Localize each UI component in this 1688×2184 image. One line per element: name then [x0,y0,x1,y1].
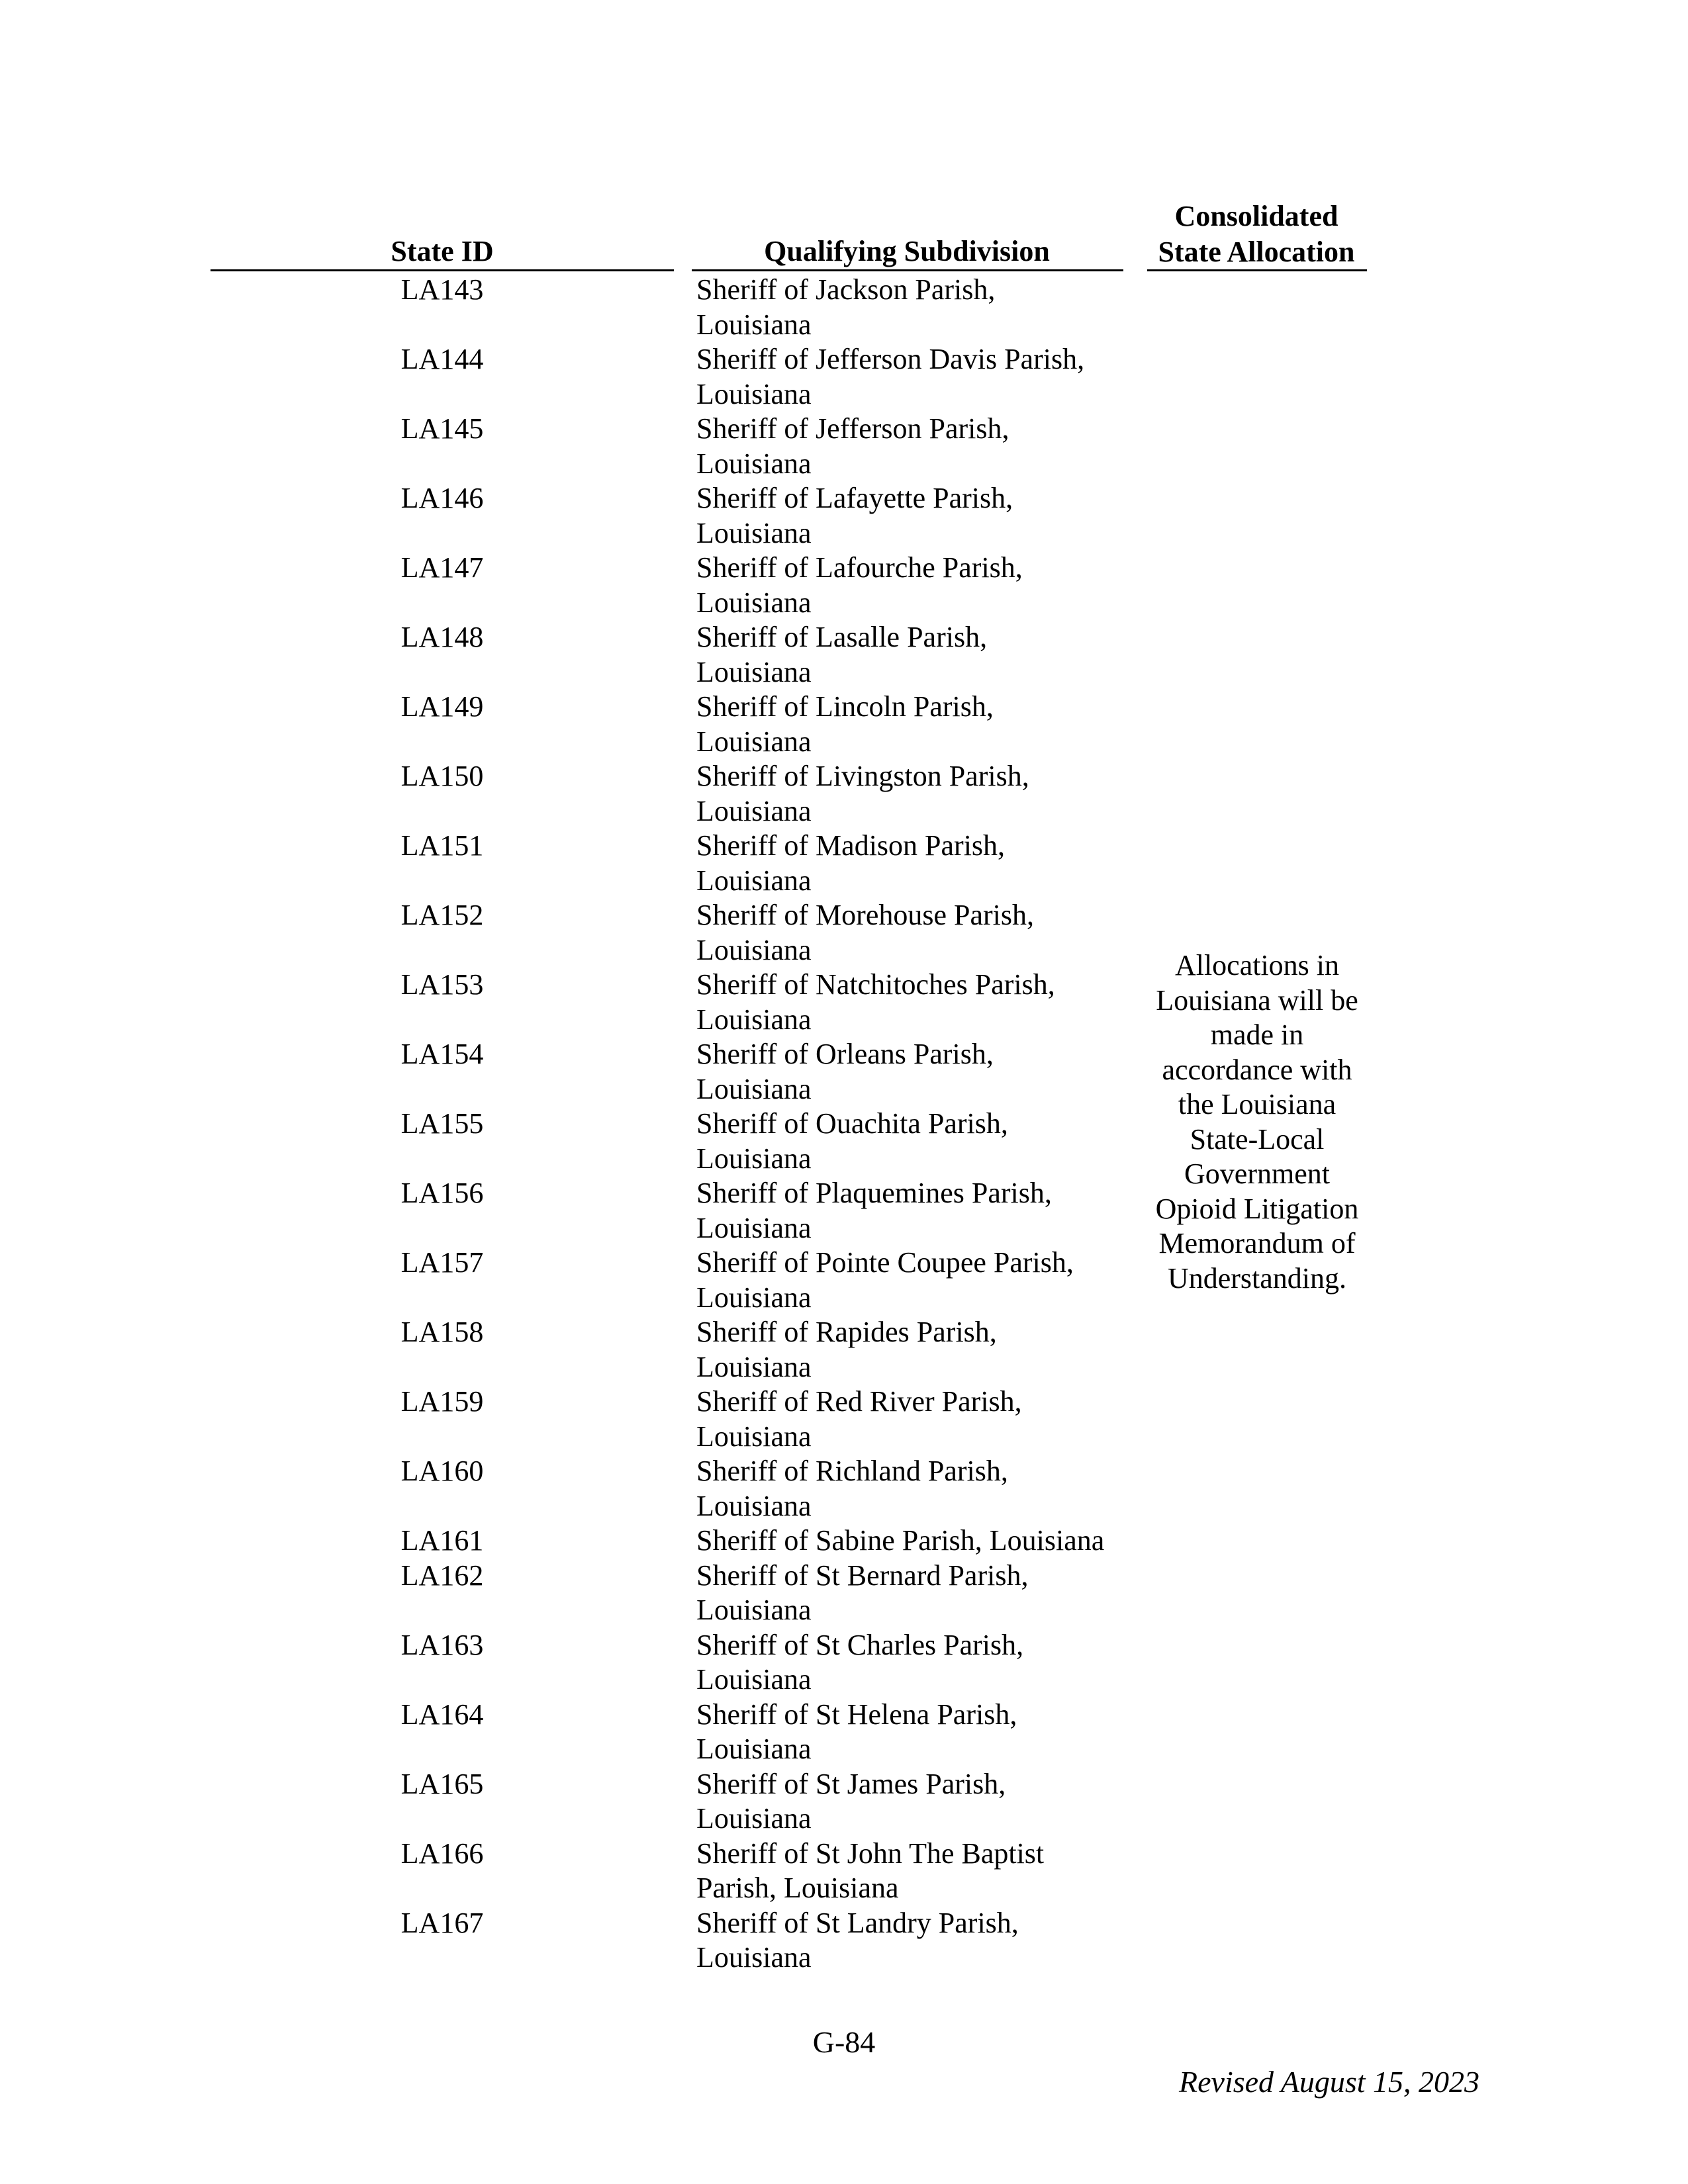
allocation-note-line: Opioid Litigation [1155,1192,1359,1225]
allocation-note-line: Allocations in [1174,949,1340,981]
subdivision-name-line: Sheriff of Ouachita Parish, [696,1107,1008,1140]
state-id-cell: LA167 [400,1906,484,1939]
state-id-cell: LA154 [400,1038,484,1070]
state-id-cell: LA158 [400,1316,484,1348]
qualifying-subdivision-cell [696,759,1127,829]
subdivision-name-line: Sheriff of St James Parish, [696,1767,1006,1800]
subdivision-name-line: Louisiana [696,308,812,341]
state-id-cell: LA146 [400,482,484,514]
subdivision-name-line: Sheriff of Sabine Parish, Louisiana [696,1524,1105,1557]
subdivision-name-line: Sheriff of Jefferson Parish, [696,412,1009,445]
table-row [0,1037,1688,1107]
qualifying-subdivision-cell [696,1176,1127,1246]
qualifying-subdivision-cell [696,342,1127,412]
qualifying-subdivision-cell [696,1246,1127,1315]
allocation-note-line: accordance with [1162,1053,1352,1086]
subdivision-name-line: Sheriff of Livingston Parish, [696,760,1029,792]
subdivision-name-line: Louisiana [696,516,812,549]
header-underline-state-id [211,269,674,271]
header-underline-consolidated-state-allocation [1147,269,1367,271]
table-row [0,1524,1688,1559]
state-id-cell: LA160 [400,1455,484,1487]
table-row [0,1454,1688,1524]
table-row [0,1559,1688,1628]
state-id-cell: LA165 [400,1767,484,1800]
qualifying-subdivision-cell [696,273,1127,342]
table-row [0,1176,1688,1246]
subdivision-name-line: Louisiana [696,655,812,688]
allocation-note-line: Understanding. [1167,1261,1347,1295]
state-id-cell: LA164 [400,1698,484,1731]
qualifying-subdivision-cell [696,1559,1127,1628]
subdivision-name-line: Sheriff of Orleans Parish, [696,1038,994,1070]
state-id-cell: LA148 [400,621,484,653]
column-header-state-id: State ID [391,235,494,267]
state-id-cell: LA153 [400,968,484,1001]
qualifying-subdivision-cell [696,1906,1127,1976]
subdivision-name-line: Louisiana [696,1489,812,1522]
subdivision-name-line: Louisiana [696,1941,812,1974]
table-row [0,690,1688,759]
state-id-cell: LA166 [400,1837,484,1870]
subdivision-name-line: Louisiana [696,864,812,897]
subdivision-name-line: Louisiana [696,1350,812,1383]
subdivision-name-line: Parish, Louisiana [696,1872,899,1904]
qualifying-subdivision-cell [696,1107,1127,1176]
subdivision-name-line: Sheriff of Madison Parish, [696,829,1006,862]
state-id-cell: LA161 [400,1524,484,1557]
subdivision-name-line: Louisiana [696,1211,812,1244]
page-number: G-84 [812,2025,876,2059]
qualifying-subdivision-cell [696,551,1127,620]
state-id-cell: LA157 [400,1246,484,1279]
subdivision-name-line: Louisiana [696,1802,812,1835]
allocation-note-line: Government [1184,1158,1330,1190]
qualifying-subdivision-cell [696,898,1127,968]
column-header-qualifying-subdivision: Qualifying Subdivision [764,235,1050,267]
qualifying-subdivision-cell [696,690,1127,759]
subdivision-name-line: Louisiana [696,1281,812,1314]
table-row [0,412,1688,481]
allocation-note [1147,948,1367,1296]
subdivision-name-line: Sheriff of St Helena Parish, [696,1698,1017,1731]
qualifying-subdivision-cell [696,620,1127,690]
table-row [0,273,1688,342]
qualifying-subdivision-cell [696,1767,1127,1837]
subdivision-name-line: Sheriff of St John The Baptist [696,1837,1045,1870]
header-underline-qualifying-subdivision [692,269,1123,271]
table-row [0,1385,1688,1454]
column-header-consolidated-line1: Consolidated [1174,200,1338,232]
subdivision-name-line: Sheriff of Jackson Parish, [696,273,996,306]
subdivision-name-line: Sheriff of Pointe Coupee Parish, [696,1246,1074,1279]
subdivision-name-line: Sheriff of Morehouse Parish, [696,899,1034,931]
qualifying-subdivision-cell [696,1837,1127,1906]
subdivision-name-line: Louisiana [696,1663,812,1696]
subdivision-name-line: Sheriff of St Bernard Parish, [696,1559,1029,1592]
subdivision-name-line: Louisiana [696,1072,812,1105]
qualifying-subdivision-cell [696,1037,1127,1107]
subdivision-name-line: Sheriff of Richland Parish, [696,1455,1008,1487]
state-id-cell: LA147 [400,551,484,584]
state-id-cell: LA159 [400,1385,484,1418]
table-row [0,481,1688,551]
state-id-cell: LA151 [400,829,484,862]
subdivision-name-line: Louisiana [696,794,812,827]
subdivision-name-line: Louisiana [696,1420,812,1453]
qualifying-subdivision-cell [696,1524,1127,1559]
subdivision-name-line: Louisiana [696,1594,812,1626]
state-id-cell: LA149 [400,690,484,723]
table-row [0,1107,1688,1176]
subdivision-name-line: Sheriff of Rapides Parish, [696,1316,997,1348]
allocation-note-line: the Louisiana [1178,1088,1336,1120]
table-row [0,1246,1688,1315]
table-row [0,1628,1688,1698]
qualifying-subdivision-cell [696,829,1127,898]
qualifying-subdivision-cell [696,412,1127,481]
subdivision-name-line: Louisiana [696,1003,812,1036]
allocation-note-line: made in [1210,1019,1304,1051]
subdivision-name-line: Louisiana [696,377,812,410]
subdivision-name-line: Louisiana [696,586,812,619]
allocation-note-line: Memorandum of [1158,1227,1356,1259]
state-id-cell: LA152 [400,899,484,931]
subdivision-table-body [0,273,1688,1976]
table-row [0,342,1688,412]
subdivision-name-line: Sheriff of Red River Parish, [696,1385,1022,1418]
table-row [0,1698,1688,1767]
table-row [0,620,1688,690]
table-row [0,1315,1688,1385]
subdivision-name-line: Sheriff of Natchitoches Parish, [696,968,1055,1001]
subdivision-name-line: Louisiana [696,725,812,758]
qualifying-subdivision-cell [696,1698,1127,1767]
subdivision-name-line: Louisiana [696,933,812,966]
table-row [0,759,1688,829]
allocation-note-line: Louisiana will be [1156,983,1358,1017]
subdivision-name-line: Sheriff of Lasalle Parish, [696,621,988,653]
subdivision-name-line: Sheriff of Jefferson Davis Parish, [696,343,1085,375]
qualifying-subdivision-cell [696,1315,1127,1385]
table-row [0,1767,1688,1837]
state-id-cell: LA156 [400,1177,484,1209]
state-id-cell: LA155 [400,1107,484,1140]
state-id-cell: LA162 [400,1559,484,1592]
subdivision-name-line: Sheriff of St Charles Parish, [696,1628,1024,1661]
subdivision-name-line: Sheriff of Plaquemines Parish, [696,1177,1052,1209]
state-id-cell: LA150 [400,760,484,792]
column-header-consolidated-line2: State Allocation [1158,236,1355,268]
table-row [0,829,1688,898]
table-row [0,1906,1688,1976]
subdivision-name-line: Sheriff of Lafayette Parish, [696,482,1013,514]
subdivision-name-line: Louisiana [696,1142,812,1175]
revised-date: Revised August 15, 2023 [1179,2065,1479,2099]
qualifying-subdivision-cell [696,481,1127,551]
qualifying-subdivision-cell [696,1628,1127,1698]
allocation-note-line: State-Local [1190,1122,1325,1156]
table-row [0,898,1688,968]
state-id-cell: LA145 [400,412,484,445]
subdivision-name-line: Sheriff of Lincoln Parish, [696,690,994,723]
state-id-cell: LA143 [400,273,484,306]
state-id-cell: LA144 [400,343,484,375]
state-id-cell: LA163 [400,1628,484,1661]
subdivision-name-line: Sheriff of St Landry Parish, [696,1906,1019,1939]
column-header-consolidated-state-allocation [1147,199,1366,270]
subdivision-name-line: Louisiana [696,1733,812,1765]
subdivision-name-line: Sheriff of Lafourche Parish, [696,551,1023,584]
table-row [0,551,1688,620]
subdivision-name-line: Louisiana [696,447,812,480]
table-row [0,1837,1688,1906]
table-row [0,968,1688,1037]
qualifying-subdivision-cell [696,1454,1127,1524]
qualifying-subdivision-cell [696,1385,1127,1454]
qualifying-subdivision-cell [696,968,1127,1037]
